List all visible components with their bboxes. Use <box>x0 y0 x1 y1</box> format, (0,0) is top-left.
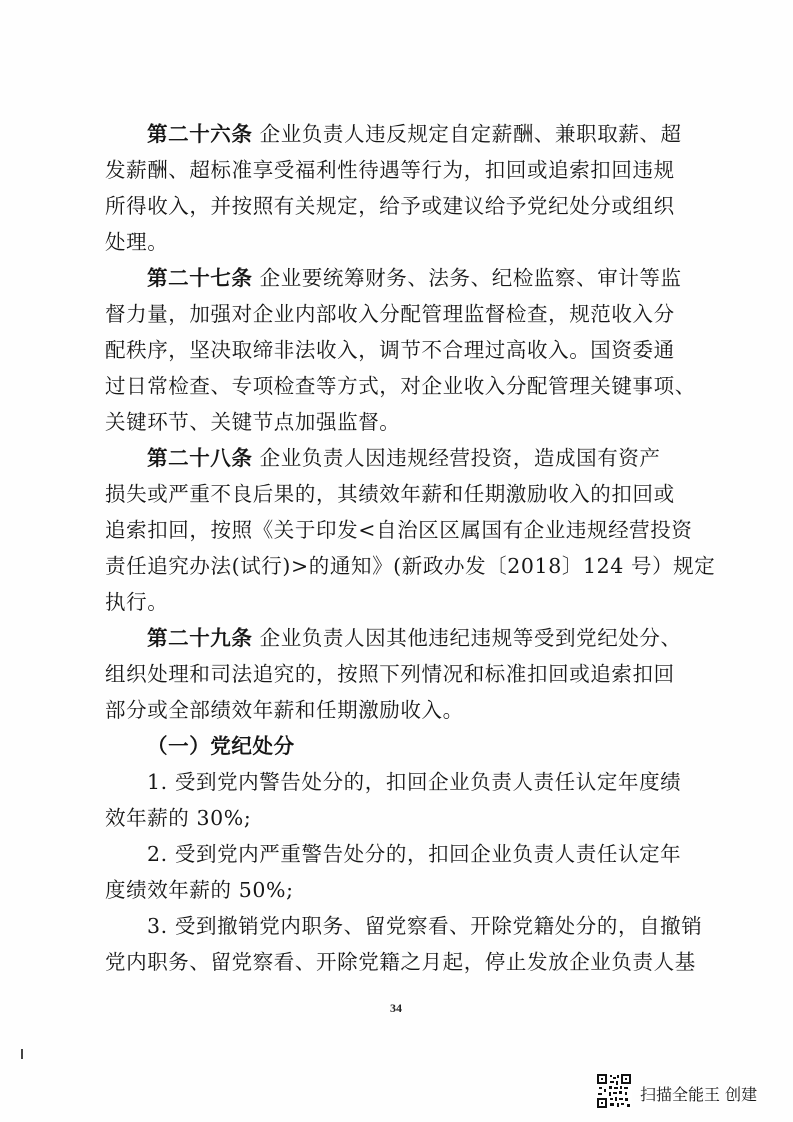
scanner-watermark <box>596 1073 766 1111</box>
text-line: 督力量，加强对企业内部收入分配管理监督检查，规范收入分 <box>105 302 675 326</box>
article-heading: 第二十八条 <box>147 446 253 470</box>
text-line <box>147 448 661 469</box>
text-line: 所得收入，并按照有关规定，给予或建议给予党纪处分或组织 <box>105 194 675 218</box>
text-line <box>147 628 682 649</box>
watermark-text: 扫描全能王 创建 <box>640 1085 758 1104</box>
line-text: 企业负责人违反规定自定薪酬、兼职取薪、超 <box>252 122 682 146</box>
line-text: 企业要统筹财务、法务、纪检监察、审计等监 <box>252 266 682 290</box>
list-item-line: 党内职务、留党察看、开除党籍之月起，停止发放企业负责人基 <box>105 950 696 974</box>
line-text: 企业负责人因其他违纪违规等受到党纪处分、 <box>252 626 682 650</box>
text-line <box>147 268 682 289</box>
text-line: 责任追究办法(试行)>的通知》(新政办发〔2018〕124 号）规定 <box>105 554 716 578</box>
text-line: 关键环节、关键节点加强监督。 <box>105 410 401 434</box>
list-item-line: 1. 受到党内警告处分的，扣回企业负责人责任认定年度绩 <box>147 770 682 794</box>
section-heading: （一）党纪处分 <box>147 734 295 758</box>
text-line: 部分或全部绩效年薪和任期激励收入。 <box>105 698 464 722</box>
text-line: 执行。 <box>105 590 169 614</box>
article-heading: 第二十六条 <box>147 122 253 146</box>
list-item-line: 度绩效年薪的 50%; <box>105 878 294 902</box>
text-line: 配秩序，坚决取缔非法收入，调节不合理过高收入。国资委通 <box>105 338 675 362</box>
list-item-line: 3. 受到撤销党内职务、留党察看、开除党籍处分的，自撤销 <box>147 914 703 938</box>
page-number: 34 <box>390 1001 402 1015</box>
text-line: 损失或严重不良后果的，其绩效年薪和任期激励收入的扣回或 <box>105 482 675 506</box>
list-item-line: 2. 受到党内严重警告处分的，扣回企业负责人责任认定年 <box>147 842 682 866</box>
text-line <box>147 124 682 145</box>
article-heading: 第二十七条 <box>147 266 253 290</box>
text-line: 组织处理和司法追究的，按照下列情况和标准扣回或追索扣回 <box>105 662 675 686</box>
list-item-line: 效年薪的 30%; <box>105 806 252 830</box>
text-line: 过日常检查、专项检查等方式，对企业收入分配管理关键事项、 <box>105 374 696 398</box>
scan-mark <box>21 1049 23 1059</box>
text-line: 处理。 <box>105 230 169 254</box>
article-heading: 第二十九条 <box>147 626 253 650</box>
text-line: 追索扣回，按照《关于印发<自治区区属国有企业违规经营投资 <box>105 518 693 542</box>
qr-code-icon <box>596 1073 632 1109</box>
text-line: 发薪酬、超标准享受福利性待遇等行为，扣回或追索扣回违规 <box>105 158 675 182</box>
line-text: 企业负责人因违规经营投资，造成国有资产 <box>252 446 661 470</box>
